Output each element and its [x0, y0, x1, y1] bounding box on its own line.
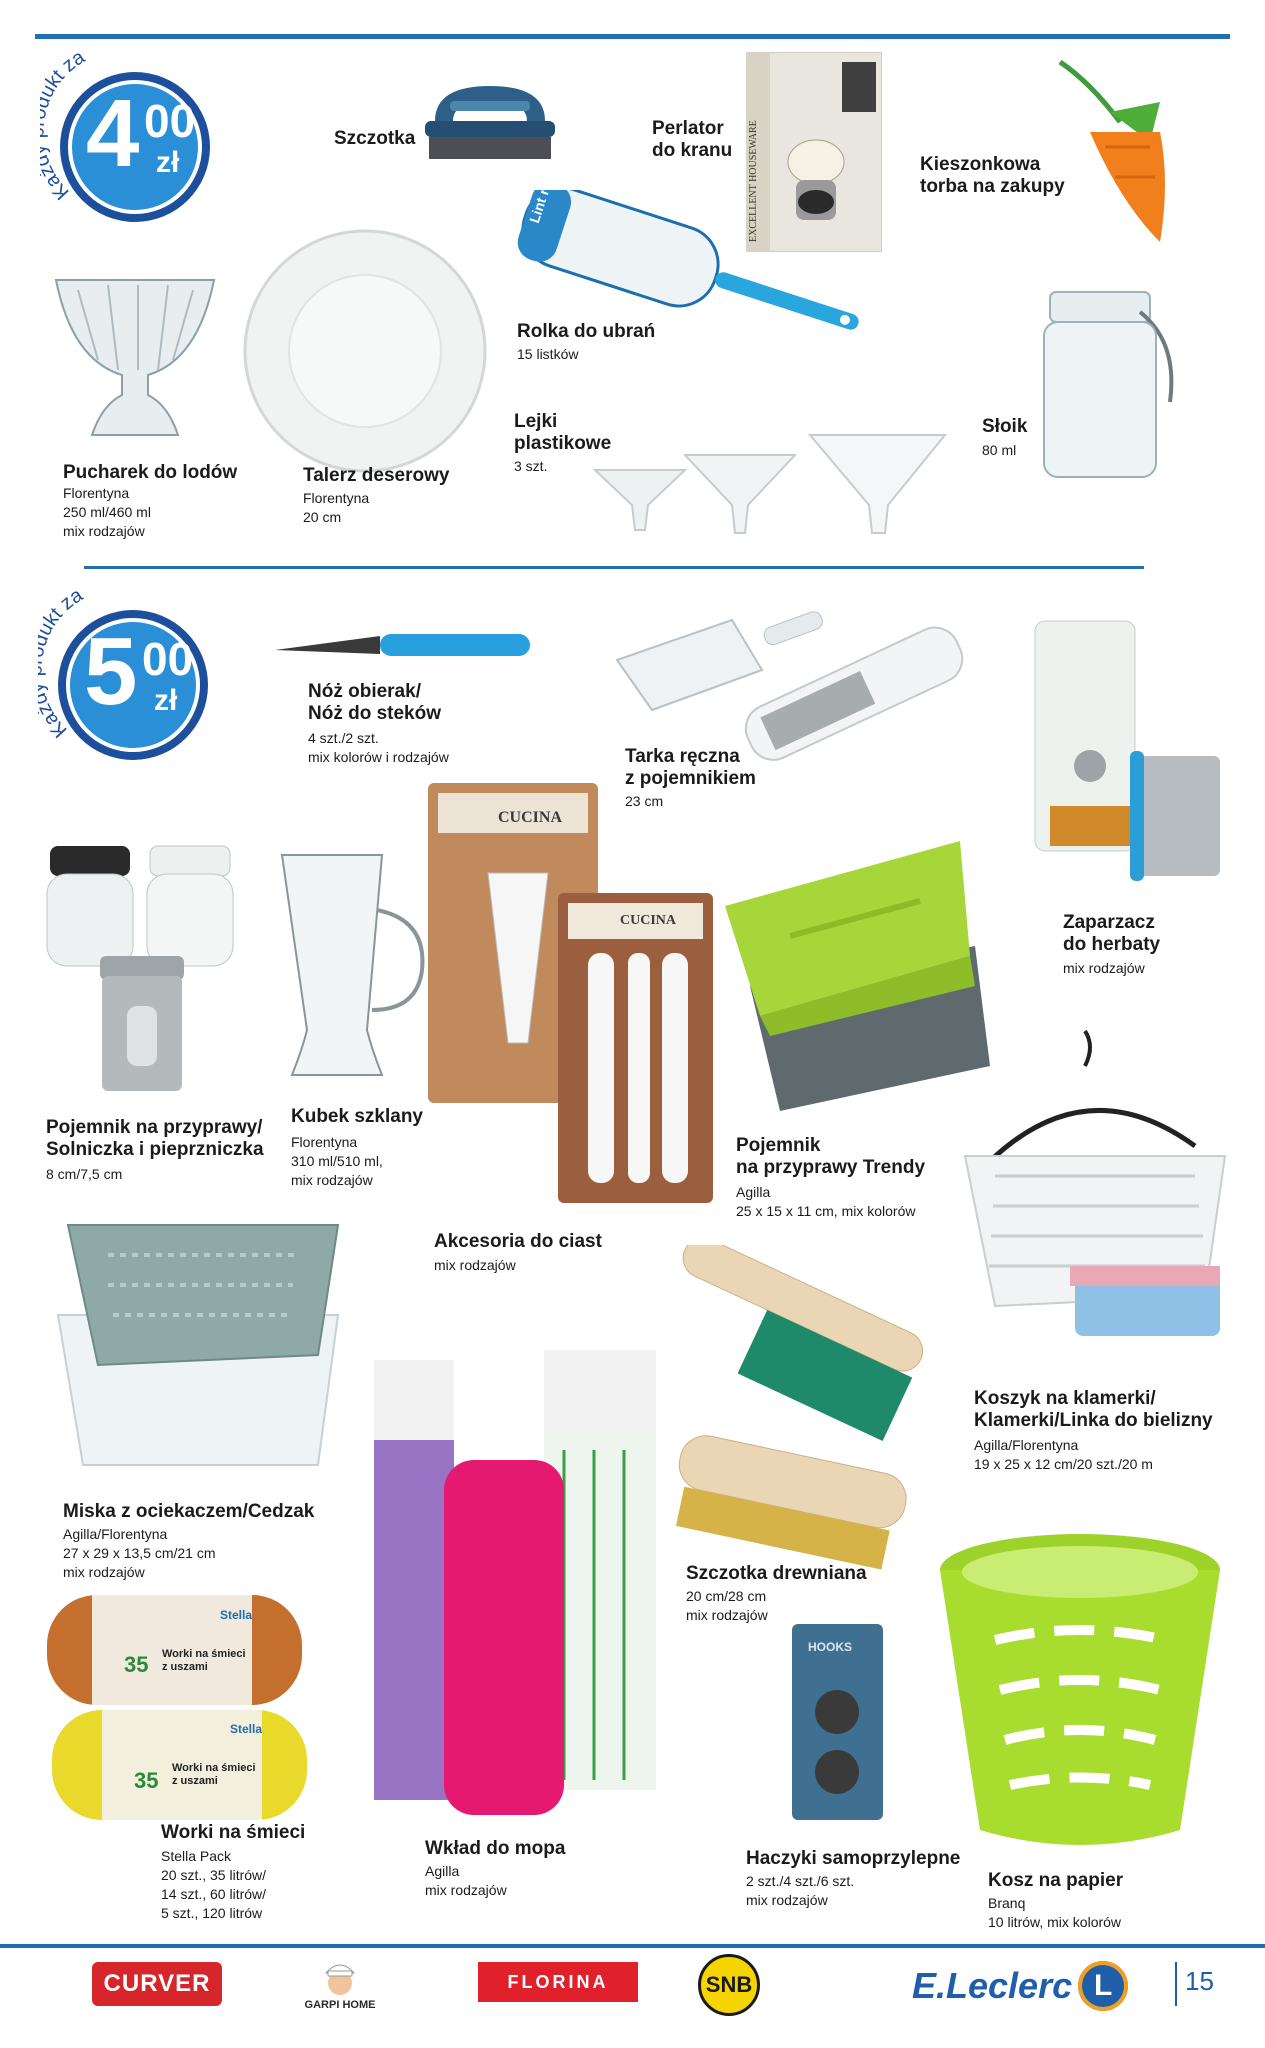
product-details-miska: Agilla/Florentyna 27 x 29 x 13,5 cm/21 cm mix rodzajów	[63, 1526, 216, 1580]
product-details-worki: Stella Pack 20 szt., 35 litrów/ 14 szt., 60 litrów/ 5 szt., 120 litrów	[161, 1848, 267, 1921]
lint-roller-label: Lint roller	[526, 158, 562, 225]
product-name-przyprawy: Pojemnik na przyprawy/ Solniczka i pieprzniczka	[46, 1117, 264, 1160]
product-name-mop: Wkład do mopa	[425, 1838, 566, 1859]
product-name-kosz: Kosz na papier	[988, 1870, 1124, 1891]
cucina-label-1: CUCINA	[498, 809, 562, 826]
bag-size-1: 35	[124, 1652, 149, 1677]
product-name-szczotka-drewniana: Szczotka drewniana	[686, 1563, 867, 1584]
product-details-talerz: Florentyna 20 cm	[303, 490, 370, 525]
product-details-noz: 4 szt./2 szt. mix kolorów i rodzajów	[308, 730, 449, 765]
trash-bags-image	[42, 1590, 312, 1825]
curver-logo-text: CURVER	[103, 1970, 211, 1997]
stella-brand-2: Stella	[230, 1722, 263, 1736]
tea-infuser-image	[1030, 616, 1230, 896]
badge-label-text: Ka kt za	[38, 590, 87, 742]
adhesive-hooks-image	[790, 1622, 885, 1822]
price-decimal: 00	[142, 633, 194, 685]
hooks-label: HOOKS	[808, 1640, 853, 1654]
product-name-akcesoria: Akcesoria do ciast	[434, 1231, 602, 1252]
product-name-kubek: Kubek szklany	[291, 1106, 423, 1127]
product-name-sloik: Słoik	[982, 416, 1028, 437]
jar-image	[1030, 262, 1180, 484]
wooden-brushes-image	[645, 1245, 950, 1590]
product-name-lejki: Lejki plastikowe	[514, 411, 612, 454]
product-details-sloik: 80 ml	[982, 442, 1017, 458]
product-name-torba: Kieszonkowa torba na zakupy	[920, 154, 1065, 197]
product-name-tarka: Tarka ręczna z pojemnikiem	[625, 746, 756, 789]
stella-brand-1: Stella	[220, 1608, 253, 1622]
product-details-pucharek: Florentyna 250 ml/460 ml mix rodzajów	[63, 485, 151, 539]
colander-bowl-image	[38, 1205, 368, 1470]
badge-label-text: Ka kt za	[40, 52, 89, 204]
product-name-trendy: Pojemnik na przyprawy Trendy	[736, 1135, 926, 1178]
cucina-label-2: CUCINA	[620, 913, 676, 928]
product-details-kubek: Florentyna 310 ml/510 ml, mix rodzajów	[291, 1134, 383, 1188]
product-name-perlator: Perlator do kranu	[652, 118, 733, 161]
footer-rule	[0, 1944, 1265, 1948]
top-rule	[35, 34, 1230, 39]
ice-cream-cup-image	[48, 270, 222, 450]
funnels-image	[590, 375, 950, 535]
product-name-szczotka: Szczotka	[334, 128, 416, 149]
product-name-worki: Worki na śmieci	[161, 1822, 306, 1843]
footer-separator	[1175, 1962, 1177, 2006]
price-integer: 4	[86, 80, 136, 187]
price-currency: zł	[154, 684, 178, 717]
florina-logo	[478, 1962, 638, 2002]
product-details-kosz: Branq 10 litrów, mix kolorów	[988, 1895, 1122, 1930]
price-integer: 5	[84, 618, 134, 725]
dessert-plate-image	[240, 226, 490, 476]
brush-image	[415, 76, 565, 166]
product-details-koszyk: Agilla/Florentyna 19 x 25 x 12 cm/20 szt./20 m	[974, 1437, 1153, 1472]
waste-basket-image	[935, 1530, 1225, 1855]
product-name-pucharek: Pucharek do lodów	[63, 462, 238, 483]
snb-logo-text: SNB	[705, 1972, 753, 1997]
bag-text-2: Worki na śmieci z uszami	[172, 1762, 256, 1787]
aerator-brand-text: EXCELLENT HOUSEWARE	[748, 120, 759, 242]
chef-icon	[320, 1959, 360, 1999]
product-details-rolka: 15 listków	[517, 346, 579, 362]
eleclerc-logo	[912, 1958, 1162, 2014]
product-name-talerz: Talerz deserowy	[303, 465, 450, 486]
product-details-akcesoria: mix rodzajów	[434, 1257, 516, 1273]
baking-accessories-image	[428, 783, 713, 1203]
product-name-zaparzacz: Zaparzacz do herbaty	[1063, 912, 1161, 955]
section-divider	[84, 566, 1144, 569]
price-badge-5zl	[38, 590, 228, 780]
product-details-haczyki: 2 szt./4 szt./6 szt. mix rodzajów	[746, 1873, 855, 1908]
eleclerc-mark: L	[1078, 1961, 1128, 2011]
glass-mug-image	[272, 850, 432, 1090]
product-name-noz: Nóż obierak/ Nóż do steków	[308, 681, 442, 724]
product-name-haczyki: Haczyki samoprzylepne	[746, 1848, 961, 1869]
product-name-rolka: Rolka do ubrań	[517, 321, 656, 342]
paring-knife-image	[270, 620, 540, 670]
spice-shakers-image	[42, 836, 242, 1096]
pocket-bag-image	[1050, 52, 1180, 252]
page-number: 15	[1185, 1966, 1214, 1996]
product-details-mop: Agilla mix rodzajów	[425, 1863, 507, 1898]
price-badge-4zl	[40, 52, 230, 242]
grater-image	[612, 600, 992, 770]
product-details-tarka: 23 cm	[625, 793, 664, 809]
bag-size-2: 35	[134, 1768, 159, 1793]
florina-logo-text: FLORINA	[507, 1971, 609, 1992]
product-name-koszyk: Koszyk na klamerki/ Klamerki/Linka do bielizny	[974, 1388, 1213, 1431]
price-decimal: 00	[144, 95, 196, 147]
curver-logo	[92, 1962, 222, 2006]
garpi-home-logo	[290, 1950, 390, 2020]
snb-logo	[698, 1954, 760, 2016]
product-details-trendy: Agilla 25 x 15 x 11 cm, mix kolorów	[736, 1184, 916, 1219]
peg-basket-image	[955, 1026, 1235, 1376]
bag-text-1: Worki na śmieci z uszami	[162, 1648, 246, 1673]
product-details-lejki: 3 szt.	[514, 458, 548, 474]
eleclerc-logo-text: E.Leclerc	[912, 1965, 1073, 2006]
price-currency: zł	[156, 146, 180, 179]
garpi-home-logo-text: GARPI HOME	[304, 1999, 376, 2011]
product-details-zaparzacz: mix rodzajów	[1063, 960, 1145, 976]
mop-refill-image	[374, 1350, 664, 1820]
product-details-szczotka-drewniana: 20 cm/28 cm mix rodzajów	[686, 1588, 768, 1623]
product-details-przyprawy: 8 cm/7,5 cm	[46, 1166, 123, 1182]
product-name-miska: Miska z ociekaczem/Cedzak	[63, 1501, 315, 1522]
